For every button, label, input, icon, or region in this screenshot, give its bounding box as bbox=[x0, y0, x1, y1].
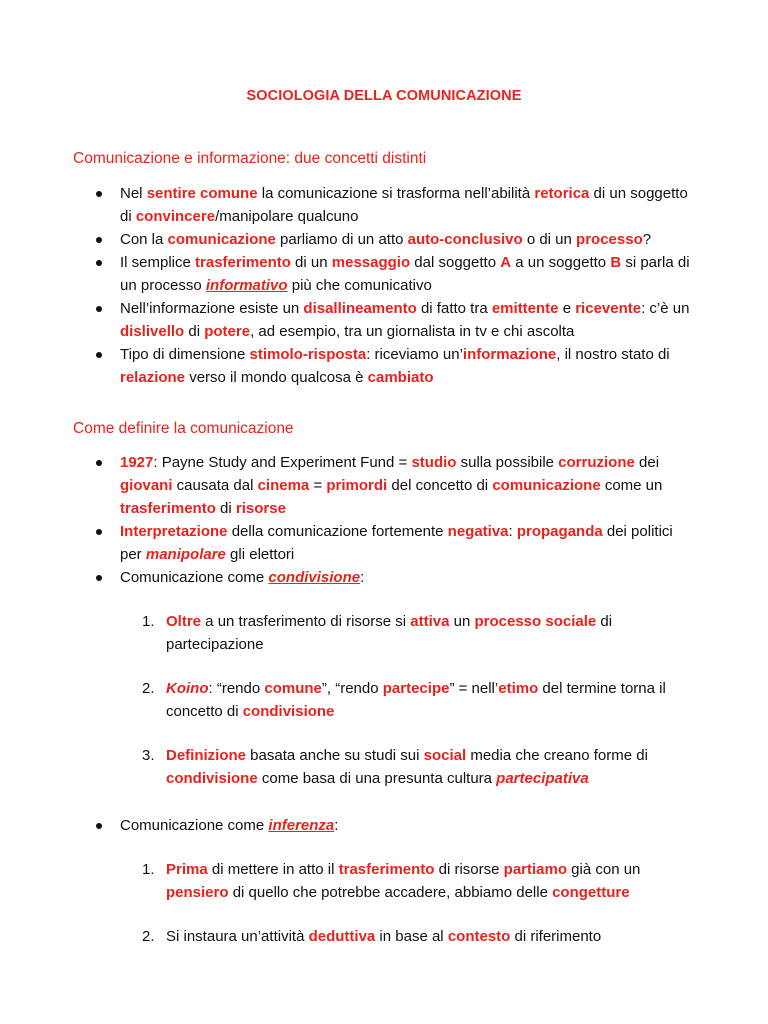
text-run: : bbox=[334, 817, 339, 834]
highlighted-term: studio bbox=[411, 454, 457, 471]
text-run: /manipolare qualcuno bbox=[215, 208, 359, 225]
text-run: : bbox=[360, 569, 365, 586]
text-run: : Payne Study and Experiment Fund = bbox=[153, 454, 412, 471]
highlighted-term: partecipativa bbox=[496, 770, 589, 787]
text-run: Con la bbox=[120, 231, 168, 248]
text-run: di un soggetto di bbox=[120, 185, 688, 225]
highlighted-term: partiamo bbox=[503, 861, 568, 878]
highlighted-term: risorse bbox=[235, 500, 286, 517]
highlighted-term: deduttiva bbox=[308, 928, 376, 945]
text-run: media che creano forme di bbox=[466, 747, 648, 764]
text-run: la comunicazione si trasforma nell’abilità bbox=[257, 185, 535, 202]
item-number: 2. bbox=[142, 928, 155, 945]
highlighted-term: Oltre bbox=[166, 613, 202, 630]
text-run: a un trasferimento di risorse si bbox=[201, 613, 411, 630]
text-run: sulla possibile bbox=[456, 454, 559, 471]
text-run: di bbox=[215, 500, 236, 517]
text-run: ” = nell’ bbox=[449, 680, 499, 697]
bullet-icon bbox=[96, 529, 102, 535]
text-run: : bbox=[508, 523, 517, 540]
list-item bbox=[96, 182, 696, 228]
highlighted-term: sentire comune bbox=[146, 185, 258, 202]
list-item bbox=[142, 858, 672, 904]
highlighted-term: Definizione bbox=[166, 747, 247, 764]
text-run: di mettere in atto il bbox=[207, 861, 339, 878]
text-run: in base al bbox=[375, 928, 448, 945]
list-item bbox=[96, 343, 696, 389]
list-item bbox=[142, 677, 672, 723]
highlighted-term: etimo bbox=[498, 680, 539, 697]
text-run: Tipo di dimensione bbox=[120, 346, 250, 363]
highlighted-term: condivisione bbox=[268, 569, 361, 586]
highlighted-term: contesto bbox=[447, 928, 511, 945]
text-run: dei politici per bbox=[120, 523, 673, 563]
highlighted-term: informazione bbox=[462, 346, 557, 363]
highlighted-term: relazione bbox=[120, 369, 186, 386]
bullet-icon bbox=[96, 237, 102, 243]
highlighted-term: Prima bbox=[166, 861, 208, 878]
highlighted-term: A bbox=[500, 254, 512, 271]
bullet-list-3 bbox=[96, 814, 696, 837]
highlighted-term: stimolo-risposta bbox=[249, 346, 367, 363]
highlighted-term: comune bbox=[264, 680, 322, 697]
text-run: come un bbox=[600, 477, 663, 494]
highlighted-term: emittente bbox=[491, 300, 559, 317]
highlighted-term: potere bbox=[204, 323, 251, 340]
bullet-icon bbox=[96, 191, 102, 197]
list-item bbox=[142, 744, 672, 790]
text-run: Comunicazione come bbox=[120, 817, 269, 834]
text-run: : riceviamo un’ bbox=[366, 346, 463, 363]
list-item bbox=[96, 814, 696, 837]
text-run: Nell’informazione esiste un bbox=[120, 300, 304, 317]
item-number: 1. bbox=[142, 861, 155, 878]
text-run: della comunicazione fortemente bbox=[227, 523, 448, 540]
highlighted-term: condivisione bbox=[242, 703, 335, 720]
text-run: Nel bbox=[120, 185, 147, 202]
highlighted-term: trasferimento bbox=[338, 861, 435, 878]
text-run: di riferimento bbox=[510, 928, 602, 945]
bullet-icon bbox=[96, 823, 102, 829]
text-run: dal soggetto bbox=[410, 254, 501, 271]
text-run: di bbox=[184, 323, 205, 340]
text-run: , ad esempio, tra un giornalista in tv e chi ascolta bbox=[250, 323, 575, 340]
item-number: 1. bbox=[142, 613, 155, 630]
text-run: del termine torna il concetto di bbox=[166, 680, 666, 720]
list-item bbox=[96, 451, 696, 520]
highlighted-term: manipolare bbox=[145, 546, 226, 563]
highlighted-term: Interpretazione bbox=[120, 523, 228, 540]
highlighted-term: comunicazione bbox=[492, 477, 601, 494]
highlighted-term: B bbox=[610, 254, 622, 271]
text-run: Si instaura un’attività bbox=[166, 928, 309, 945]
bullet-icon bbox=[96, 575, 102, 581]
highlighted-term: Koino bbox=[166, 680, 209, 697]
highlighted-term: social bbox=[423, 747, 467, 764]
highlighted-term: convincere bbox=[135, 208, 216, 225]
numbered-list-2 bbox=[142, 858, 672, 969]
bullet-icon bbox=[96, 260, 102, 266]
highlighted-term: disallineamento bbox=[303, 300, 417, 317]
highlighted-term: 1927 bbox=[120, 454, 154, 471]
highlighted-term: corruzione bbox=[558, 454, 635, 471]
text-run: più che comunicativo bbox=[287, 277, 432, 294]
text-run: ? bbox=[642, 231, 652, 248]
text-run: di fatto tra bbox=[416, 300, 492, 317]
text-run: Il semplice bbox=[120, 254, 196, 271]
text-run: verso il mondo qualcosa è bbox=[185, 369, 368, 386]
highlighted-term: partecipe bbox=[382, 680, 450, 697]
bullet-icon bbox=[96, 306, 102, 312]
highlighted-term: cinema bbox=[257, 477, 310, 494]
highlighted-term: dislivello bbox=[120, 323, 185, 340]
highlighted-term: primordi bbox=[326, 477, 388, 494]
highlighted-term: condivisione bbox=[166, 770, 258, 787]
highlighted-term: cambiato bbox=[367, 369, 434, 386]
text-run: si parla di un processo bbox=[120, 254, 690, 294]
highlighted-term: processo bbox=[576, 231, 643, 248]
text-run: gli elettori bbox=[225, 546, 295, 563]
highlighted-term: trasferimento bbox=[195, 254, 291, 271]
text-run: e bbox=[558, 300, 576, 317]
bullet-icon bbox=[96, 460, 102, 466]
section-heading-2: Come definire la comunicazione bbox=[73, 420, 294, 437]
text-run: , il nostro stato di bbox=[556, 346, 670, 363]
highlighted-term: trasferimento bbox=[120, 500, 216, 517]
highlighted-term: attiva bbox=[410, 613, 450, 630]
list-item bbox=[96, 228, 696, 251]
text-run: dei bbox=[634, 454, 660, 471]
list-item bbox=[96, 297, 696, 343]
text-run: : c’è un bbox=[641, 300, 690, 317]
text-run: un bbox=[449, 613, 475, 630]
list-item bbox=[96, 520, 696, 566]
list-item bbox=[96, 251, 696, 297]
list-item bbox=[96, 566, 696, 589]
page-title: SOCIOLOGIA DELLA COMUNICAZIONE bbox=[246, 88, 522, 104]
text-run: di risorse bbox=[434, 861, 504, 878]
highlighted-term: giovani bbox=[120, 477, 173, 494]
text-run: Comunicazione come bbox=[120, 569, 269, 586]
text-run: o di un bbox=[522, 231, 577, 248]
highlighted-term: pensiero bbox=[166, 884, 229, 901]
highlighted-term: congetture bbox=[552, 884, 630, 901]
highlighted-term: comunicazione bbox=[167, 231, 276, 248]
highlighted-term: messaggio bbox=[331, 254, 411, 271]
text-run: = bbox=[309, 477, 327, 494]
list-item bbox=[142, 925, 672, 948]
text-run: ”, “rendo bbox=[321, 680, 383, 697]
text-run: già con un bbox=[567, 861, 641, 878]
text-run: causata dal bbox=[172, 477, 258, 494]
text-run: del concetto di bbox=[387, 477, 493, 494]
text-run: di partecipazione bbox=[166, 613, 613, 653]
text-run: : “rendo bbox=[208, 680, 265, 697]
highlighted-term: negativa bbox=[447, 523, 509, 540]
text-run: come basa di una presunta cultura bbox=[257, 770, 497, 787]
bullet-list-1 bbox=[96, 182, 696, 389]
text-run: di un bbox=[290, 254, 332, 271]
item-number: 3. bbox=[142, 747, 155, 764]
highlighted-term: ricevente bbox=[575, 300, 642, 317]
text-run: di quello che potrebbe accadere, abbiamo delle bbox=[228, 884, 553, 901]
highlighted-term: propaganda bbox=[516, 523, 603, 540]
highlighted-term: retorica bbox=[534, 185, 590, 202]
text-run: a un soggetto bbox=[511, 254, 611, 271]
highlighted-term: inferenza bbox=[268, 817, 335, 834]
bullet-icon bbox=[96, 352, 102, 358]
list-item bbox=[142, 610, 672, 656]
section-heading-1: Comunicazione e informazione: due concetti distinti bbox=[73, 150, 427, 167]
text-run: parliamo di un atto bbox=[275, 231, 408, 248]
highlighted-term: processo sociale bbox=[474, 613, 597, 630]
text-run: basata anche su studi sui bbox=[246, 747, 424, 764]
highlighted-term: auto-conclusivo bbox=[407, 231, 523, 248]
item-number: 2. bbox=[142, 680, 155, 697]
numbered-list-1 bbox=[142, 610, 672, 811]
highlighted-term: informativo bbox=[205, 277, 288, 294]
bullet-list-2 bbox=[96, 451, 696, 589]
